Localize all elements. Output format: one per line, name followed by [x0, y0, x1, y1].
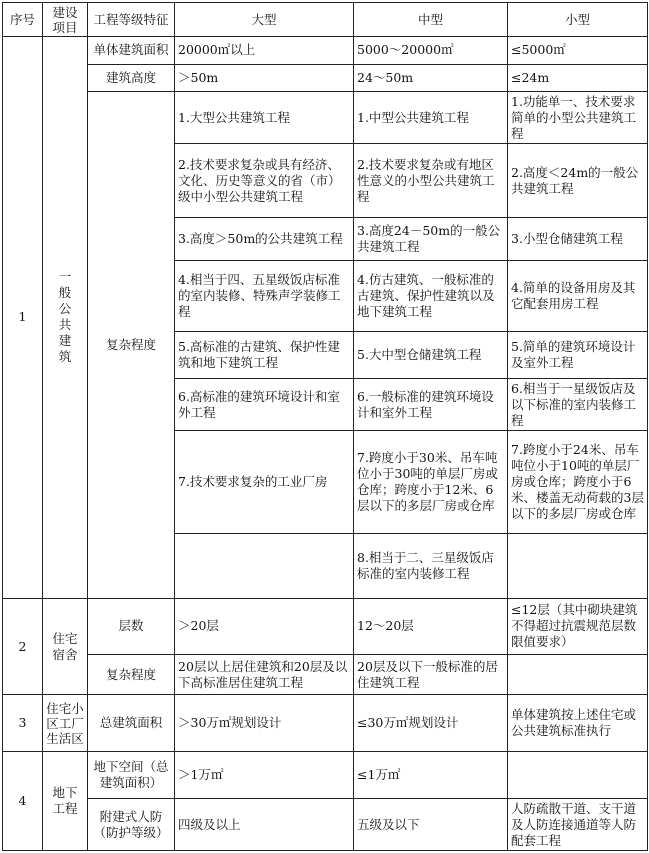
underground-item: 地下 工程	[43, 751, 88, 850]
underground-space-large: ＞1万㎡	[175, 751, 354, 798]
public-complexity-large: 1.大型公共建筑工程	[175, 91, 354, 143]
header-medium: 中型	[354, 3, 508, 37]
housing-floors-row	[3, 598, 648, 655]
public-height-medium: 24～50m	[354, 64, 508, 91]
header-row	[3, 3, 648, 37]
public-complexity-small: 3.小型仓储建筑工程	[508, 217, 648, 260]
public-complexity-large: 7.技术要求复杂的工业厂房	[175, 430, 354, 533]
underground-space-small	[508, 751, 648, 798]
housing-floors-large: ＞20层	[175, 598, 354, 655]
public-complexity-medium: 4.仿古建筑、一般标准的古建筑、保护性建筑以及地下建筑工程	[354, 261, 508, 332]
public-seq: 1	[3, 37, 43, 598]
housing-floors-feature: 层数	[88, 598, 175, 655]
project-grade-table	[2, 2, 648, 851]
public-area-small: ≤5000㎡	[508, 37, 648, 64]
public-complexity-small: 1.功能单一、技术要求简单的小型公共建筑工程	[508, 91, 648, 143]
public-complexity-small: 7.跨度小于24米、吊车吨位小于10吨的单层厂房或仓库；跨度小于6米、楼盖无动荷载的3层以下的多层厂房或仓库	[508, 430, 648, 533]
public-complexity-small: 6.相当于一星级饭店及以下标准的室内装修工程	[508, 379, 648, 430]
underground-seq: 4	[3, 751, 43, 850]
underground-civil-small: 人防疏散干道、支干道及人防连接通道等人防配套工程	[508, 799, 648, 851]
district-medium: ≤30万㎡规划设计	[354, 695, 508, 752]
public-height-large: ＞50m	[175, 64, 354, 91]
housing-seq: 2	[3, 598, 43, 695]
public-complexity-large	[175, 533, 354, 598]
housing-item: 住宅 宿舍	[43, 598, 88, 695]
housing-complexity-feature: 复杂程度	[88, 655, 175, 695]
housing-complexity-medium: 20层及以下一般标准的居住建筑工程	[354, 655, 508, 695]
housing-complexity-large: 20层以上居住建筑和20层及以下高标准居住建筑工程	[175, 655, 354, 695]
public-complexity-small: 4.简单的设备用房及其它配套用房工程	[508, 261, 648, 332]
public-complexity-row	[3, 91, 648, 143]
public-complexity-small: 5.简单的建筑环境设计及室外工程	[508, 332, 648, 379]
district-row	[3, 695, 648, 752]
underground-civil-feature: 附建式人防（防护等级）	[88, 799, 175, 851]
underground-space-row	[3, 751, 648, 798]
header-feature: 工程等级特征	[88, 3, 175, 37]
public-complexity-medium: 5.大中型仓储建筑工程	[354, 332, 508, 379]
district-large: ＞30万㎡规划设计	[175, 695, 354, 752]
public-complexity-large: 2.技术要求复杂或具有经济、文化、历史等意义的省（市）级中小型公共建筑工程	[175, 144, 354, 218]
public-complexity-medium: 1.中型公共建筑工程	[354, 91, 508, 143]
public-item: 一般公共建筑	[43, 37, 88, 598]
public-complexity-large: 5.高标准的古建筑、保护性建筑和地下建筑工程	[175, 332, 354, 379]
public-complexity-medium: 3.高度24－50m的一般公共建筑工程	[354, 217, 508, 260]
public-complexity-medium: 8.相当于二、三星级饭店标准的室内装修工程	[354, 533, 508, 598]
underground-space-feature: 地下空间（总建筑面积）	[88, 751, 175, 798]
public-complexity-small: 2.高度＜24m的一般公共建筑工程	[508, 144, 648, 218]
header-seq: 序号	[3, 3, 43, 37]
header-small: 小型	[508, 3, 648, 37]
public-complexity-large: 3.高度＞50m的公共建筑工程	[175, 217, 354, 260]
public-area-row	[3, 37, 648, 64]
district-seq: 3	[3, 695, 43, 752]
public-complexity-medium: 7.跨度小于30米、吊车吨位小于30吨的单层厂房或仓库；跨度小于12米、6层以下的多层厂房或仓库	[354, 430, 508, 533]
underground-civil-medium: 五级及以下	[354, 799, 508, 851]
public-area-large: 20000㎡以上	[175, 37, 354, 64]
housing-complexity-small	[508, 655, 648, 695]
public-height-row	[3, 64, 648, 91]
underground-civil-row	[3, 799, 648, 851]
public-height-small: ≤24m	[508, 64, 648, 91]
header-item: 建设 项目	[43, 3, 88, 37]
public-area-medium: 5000～20000㎡	[354, 37, 508, 64]
public-complexity-large: 4.相当于四、五星级饭店标准的室内装修、特殊声学装修工程	[175, 261, 354, 332]
district-small: 单体建筑按上述住宅或公共建筑标准执行	[508, 695, 648, 752]
header-large: 大型	[175, 3, 354, 37]
public-complexity-feature: 复杂程度	[88, 91, 175, 598]
public-area-feature: 单体建筑面积	[88, 37, 175, 64]
public-complexity-large: 6.高标准的建筑环境设计和室外工程	[175, 379, 354, 430]
public-height-feature: 建筑高度	[88, 64, 175, 91]
public-complexity-medium: 2.技术要求复杂或有地区性意义的小型公共建筑工程	[354, 144, 508, 218]
public-complexity-medium: 6.一般标准的建筑环境设计和室外工程	[354, 379, 508, 430]
housing-floors-medium: 12～20层	[354, 598, 508, 655]
underground-civil-large: 四级及以上	[175, 799, 354, 851]
housing-complexity-row	[3, 655, 648, 695]
underground-space-medium: ≤1万㎡	[354, 751, 508, 798]
housing-floors-small: ≤12层（其中砌块建筑不得超过抗震规范层数限值要求）	[508, 598, 648, 655]
district-item: 住宅小区工厂生活区	[43, 695, 88, 752]
public-complexity-small	[508, 533, 648, 598]
district-feature: 总建筑面积	[88, 695, 175, 752]
